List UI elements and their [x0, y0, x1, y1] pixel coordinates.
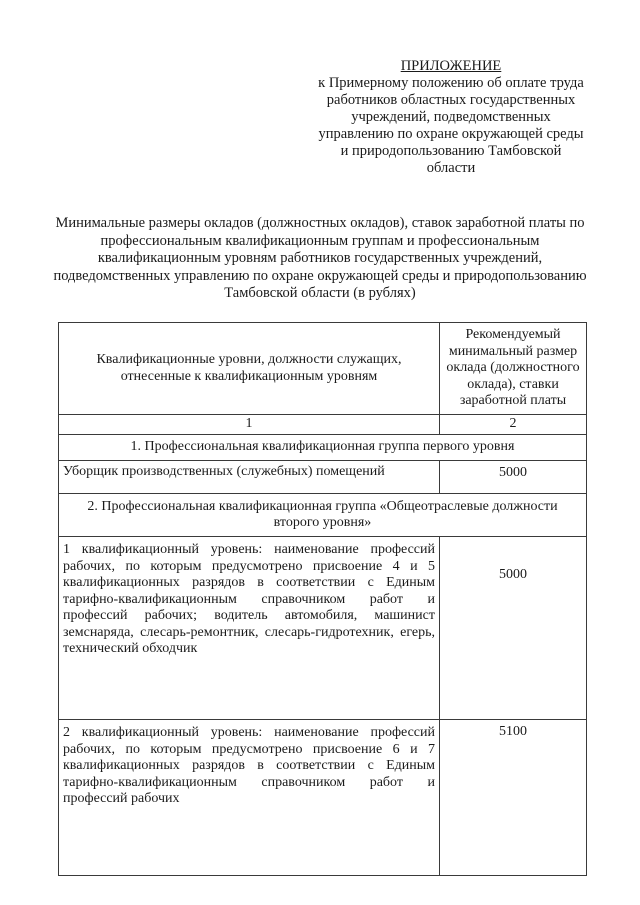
table-header-row [59, 323, 587, 415]
salary-cell: 5100 [440, 720, 587, 876]
appendix-title: ПРИЛОЖЕНИЕ [400, 58, 502, 74]
group-header-row [59, 494, 587, 537]
salary-table [58, 322, 587, 876]
group-1-title: 1. Профессиональная квалификационная группа первого уровня [59, 435, 587, 461]
group-2-title: 2. Профессиональная квалификационная группа «Общеотраслевые должности второго уровня» [59, 494, 587, 537]
appendix-header [318, 58, 584, 177]
table-row [59, 537, 587, 720]
column-number-2: 2 [440, 415, 587, 435]
table-title: Минимальные размеры окладов (должностных окладов), ставок заработной платы по профессиональным квалификационным группам и профессиональным квалификационным уровням работников государственных учреждений, подведомственных управлению по охране окружающей среды и природопользованию Тамбовской области (в рублях) [53, 215, 587, 301]
salary-cell: 5000 [440, 461, 587, 494]
header-cell-positions: Квалификационные уровни, должности служащих, отнесенные к квалификационным уровням [59, 323, 440, 415]
position-cell: Уборщик производственных (служебных) помещений [59, 461, 440, 494]
table-row [59, 720, 587, 876]
table-row [59, 461, 587, 494]
salary-cell: 5000 [440, 537, 587, 720]
group-header-row [59, 435, 587, 461]
position-cell: 2 квалификационный уровень: наименование профессий рабочих, по которым предусмотрено присвоение 6 и 7 квалификационных разрядов в соответствии с Единым тарифно-квалификационным справочником работ и профессий рабочих [59, 720, 440, 876]
column-number-1: 1 [59, 415, 440, 435]
appendix-text: к Примерному положению об оплате труда работников областных государственных учреждений, подведомственных управлению по охране окружающей среды и природопользованию Тамбовской области [318, 75, 584, 176]
column-number-row [59, 415, 587, 435]
position-cell: 1 квалификационный уровень: наименование профессий рабочих, по которым предусмотрено присвоение 4 и 5 квалификационных разрядов в соответствии с Единым тарифно-квалификационным справочником работ и профессий рабочих; водитель автомобиля, машинист земснаряда, слесарь-ремонтник, слесарь-гидротехник, егерь, технический обходчик [59, 537, 440, 720]
header-cell-salary: Рекомендуемый минимальный размер оклада (должностного оклада), ставки заработной платы [440, 323, 587, 415]
